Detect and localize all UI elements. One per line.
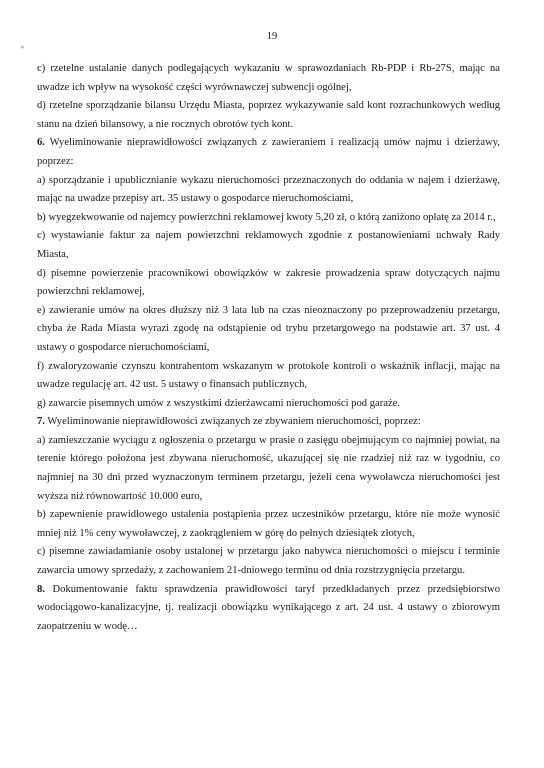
section-number: 6.	[37, 137, 45, 149]
corner-mark: *	[20, 44, 25, 54]
paragraph-6e: e) zawieranie umów na okres dłuższy niż 3 lata lub na czas nieoznaczony po przeprowadzeniu przetargu, chyba że Rada Miasta wyrazi zgodę na odstąpienie od trybu przetargowego na podstawie art. 37 ust. 4 ustawy o gospodarce nieruchomościami,	[37, 304, 500, 353]
paragraph-6c: c) wystawianie faktur za najem powierzchni reklamowych zgodnie z postanowieniami uchwały Rady Miasta,	[37, 230, 500, 260]
paragraph-6b: b) wyegzekwowanie od najemcy powierzchni reklamowej kwoty 5,20 zł, o którą zaniżono opłatę za 2014 r.,	[37, 211, 496, 223]
paragraph-d-balance: d) rzetelne sporządzanie bilansu Urzędu Miasta, poprzez wykazywanie sald kont rozrachunkowych według stanu na dzień bilansowy, a nie rocznych obrotów tych kont.	[37, 100, 500, 130]
paragraph-c-reporting: c) rzetelne ustalanie danych podlegających wykazaniu w sprawozdaniach Rb-PDP i Rb-27S, mając na uwadze ich wpływ na wysokość części wyrównawczej subwencji ogólnej,	[37, 63, 500, 93]
paragraph-6a: a) sporządzanie i upublicznianie wykazu nieruchomości przeznaczonych do oddania w najem i dzierżawę, mając na uwadze przepisy art. 35 ustawy o gospodarce nieruchomościami,	[37, 174, 500, 205]
paragraph-7c: c) pisemne zawiadamianie osoby ustalonej w przetargu jako nabywca nieruchomości o miejscu i terminie zawarcia umowy sprzedaży, z zachowaniem 21-dniowego terminu od dnia rozstrzygnięcia przetargu.	[37, 546, 500, 577]
section-number: 8.	[37, 583, 45, 595]
paragraph-6g: g) zawarcie pisemnych umów z wszystkimi dzierżawcami nieruchomości pod garaże.	[37, 397, 400, 409]
paragraph-6f: f) zwaloryzowanie czynszu kontrahentom wskazanym w protokole kontroli o wskaźnik inflacji, mając na uwadze regulację art. 42 ust. 5 ustawy o finansach publicznych,	[37, 360, 500, 391]
section-number: 7.	[37, 416, 45, 428]
page-number: 19	[266, 31, 278, 42]
section-6-heading: 6. Wyeliminowanie nieprawidłowości związanych z zawieraniem i realizacją umów najmu i dzierżawy, poprzez:	[37, 137, 500, 167]
paragraph-6d: d) pisemne powierzenie pracownikowi obowiązków w zakresie prowadzenia spraw dotyczących najmu powierzchni reklamowej,	[37, 267, 500, 298]
section-7-heading: 7. Wyeliminowanie nieprawidłowości związanych ze zbywaniem nieruchomości, poprzez:	[37, 416, 421, 428]
paragraph-7b: b) zapewnienie prawidłowego ustalenia postąpienia przez uczestników przetargu, które nie może wynosić mniej niż 1% ceny wywoławczej, z zaokrągleniem w górę do pełnych dziesiątek złotych,	[37, 509, 500, 539]
section-8-heading: 8. Dokumentowanie faktu sprawdzenia prawidłowości taryf przedkładanych przez przedsiębiorstwo wodociągowo-kanalizacyjne, tj. realizacji obowiązku wynikającego z art. 24 ust. 4 ustawy o zbiorowym zaopatrzeniu w wodę…	[37, 583, 501, 632]
paragraph-7a: a) zamieszczanie wyciągu z ogłoszenia o przetargu w prasie o zasięgu obejmującym co najmniej powiat, na terenie którego położona jest zbywana nieruchomość, ukazującej się nie rzadziej niż raz w tygodniu, co najmniej na 30 dni przed wyznaczonym terminem przetargu, jeżeli cena wywoławcza nieruchomości jest wyższa niż równowartość 10.000 euro,	[37, 434, 500, 502]
document-body	[37, 60, 500, 636]
